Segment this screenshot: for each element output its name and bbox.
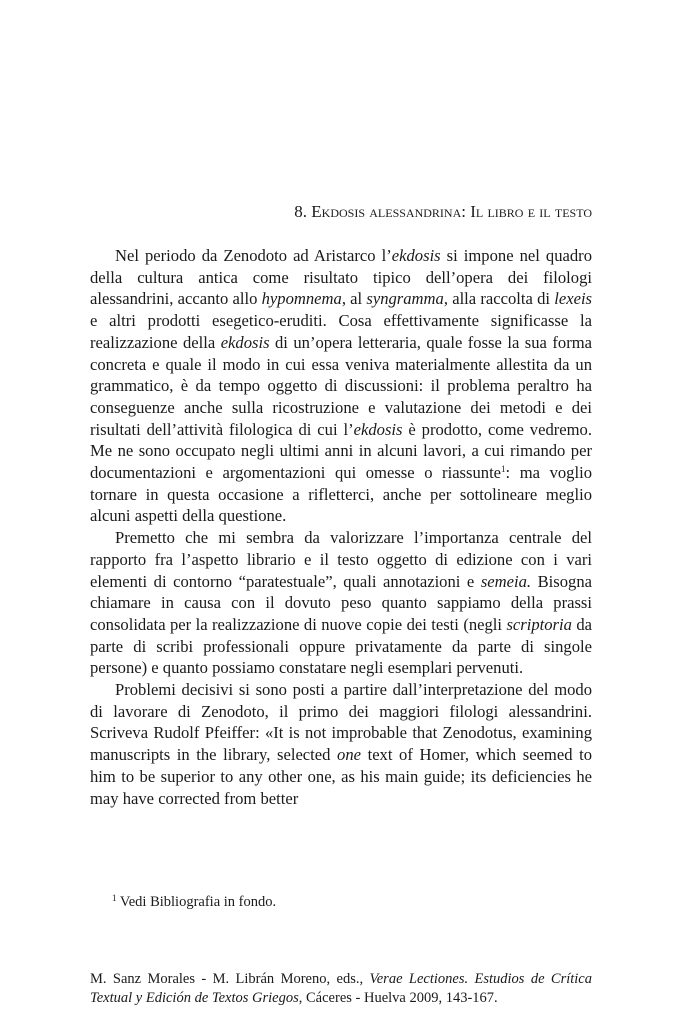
italic-term: one — [337, 745, 361, 765]
running-heading: 8. Ekdosis alessandrina: Il libro e il testo — [294, 202, 592, 221]
text-run: Problemi decisivi si sono posti a partire dall’interpretazione del modo di lavorare di Zenodoto, il primo dei maggiori filologi alessandrini. Scriveva Rudolf Pfeiffer: «It is not improbable that Zenodotus, examining manuscripts in the library, selected — [90, 680, 592, 765]
chapter-number: 8. — [294, 202, 308, 221]
text-run: si impone nel quadro della cultura antica come risultato tipico dell’opera dei filologi alessandrini, accanto allo — [90, 246, 592, 309]
text-run: , alla raccolta di — [443, 289, 555, 309]
text-run: da parte di scribi professionali oppure privatamente da parte di singole persone) e quanto possiamo constatare negli esemplari pervenuti. — [90, 614, 593, 678]
text-run: Bisogna chiamare in causa con il dovuto peso quanto sappiamo della prassi consolidata per la realizzazione di nuove copie dei testi (negli — [90, 571, 592, 634]
text-run: text of Homer, which seemed to him to be superior to any other one, as his main guide; its deficiencies he may have corrected from better — [90, 745, 592, 808]
italic-term: lexeis — [554, 289, 593, 309]
italic-term: scriptoria — [506, 614, 572, 634]
footnote-reference: 1 — [501, 464, 506, 475]
text-run: M. Sanz Morales - M. Librán Moreno, eds., — [90, 971, 370, 987]
text-run: di un’opera letteraria, quale fosse la sua forma concreta e quale il modo in cui essa veniva materialmente allestita da un grammatico, è da tempo oggetto di discussioni: il problema peraltro ha conseguenze anche sulla ricostruzione e valutazione dei metodi e dei risultati dell’attività filologica di cui l’ — [90, 332, 592, 439]
text-run: Nel periodo da Zenodoto ad Aristarco l’ — [115, 246, 392, 265]
footnote — [112, 893, 592, 912]
chapter-title-sub: Il libro e il testo — [470, 202, 592, 221]
footnote-mark: 1 — [112, 893, 117, 903]
text-run: : ma voglio tornare in questa occasione a rifletterci, anche per sottolineare meglio alcuni aspetti della questione. — [90, 463, 592, 526]
italic-term: semeia. — [480, 571, 532, 591]
body-paragraph — [90, 245, 592, 527]
italic-term: ekdosis — [220, 332, 270, 352]
body-text — [90, 245, 592, 809]
chapter-title-main: Ekdosis alessandrina — [311, 202, 462, 221]
footnote-text: Vedi Bibliografia in fondo. — [116, 894, 277, 910]
italic-term: ekdosis — [353, 419, 403, 439]
italic-term: syngramma — [366, 289, 444, 309]
italic-term: Verae Lectiones. Estudios de Crítica Textual y Edición de Textos Griegos — [90, 971, 592, 1006]
source-citation — [90, 970, 592, 1008]
text-run: è prodotto, come vedremo. Me ne sono occupato negli ultimi anni in alcuni lavori, a cui rimando per documentazioni e argomentazioni qui omesse o riassunte — [90, 419, 592, 483]
italic-term: hypomnema — [261, 289, 342, 309]
text-run: , Cáceres - Huelva 2009, 143-167. — [298, 990, 498, 1006]
text-run: Premetto che mi sembra da valorizzare l’importanza centrale del rapporto fra l’aspetto librario e il testo oggetto di edizione con i vari elementi di contorno “paratestuale”, quali annotazioni e — [90, 528, 592, 591]
italic-term: ekdosis — [391, 246, 441, 265]
text-run: e altri prodotti esegetico-eruditi. Cosa effettivamente significasse la realizzazione della — [90, 311, 592, 352]
body-paragraph — [90, 527, 592, 679]
body-paragraph — [90, 679, 592, 809]
text-run: , al — [341, 289, 367, 309]
